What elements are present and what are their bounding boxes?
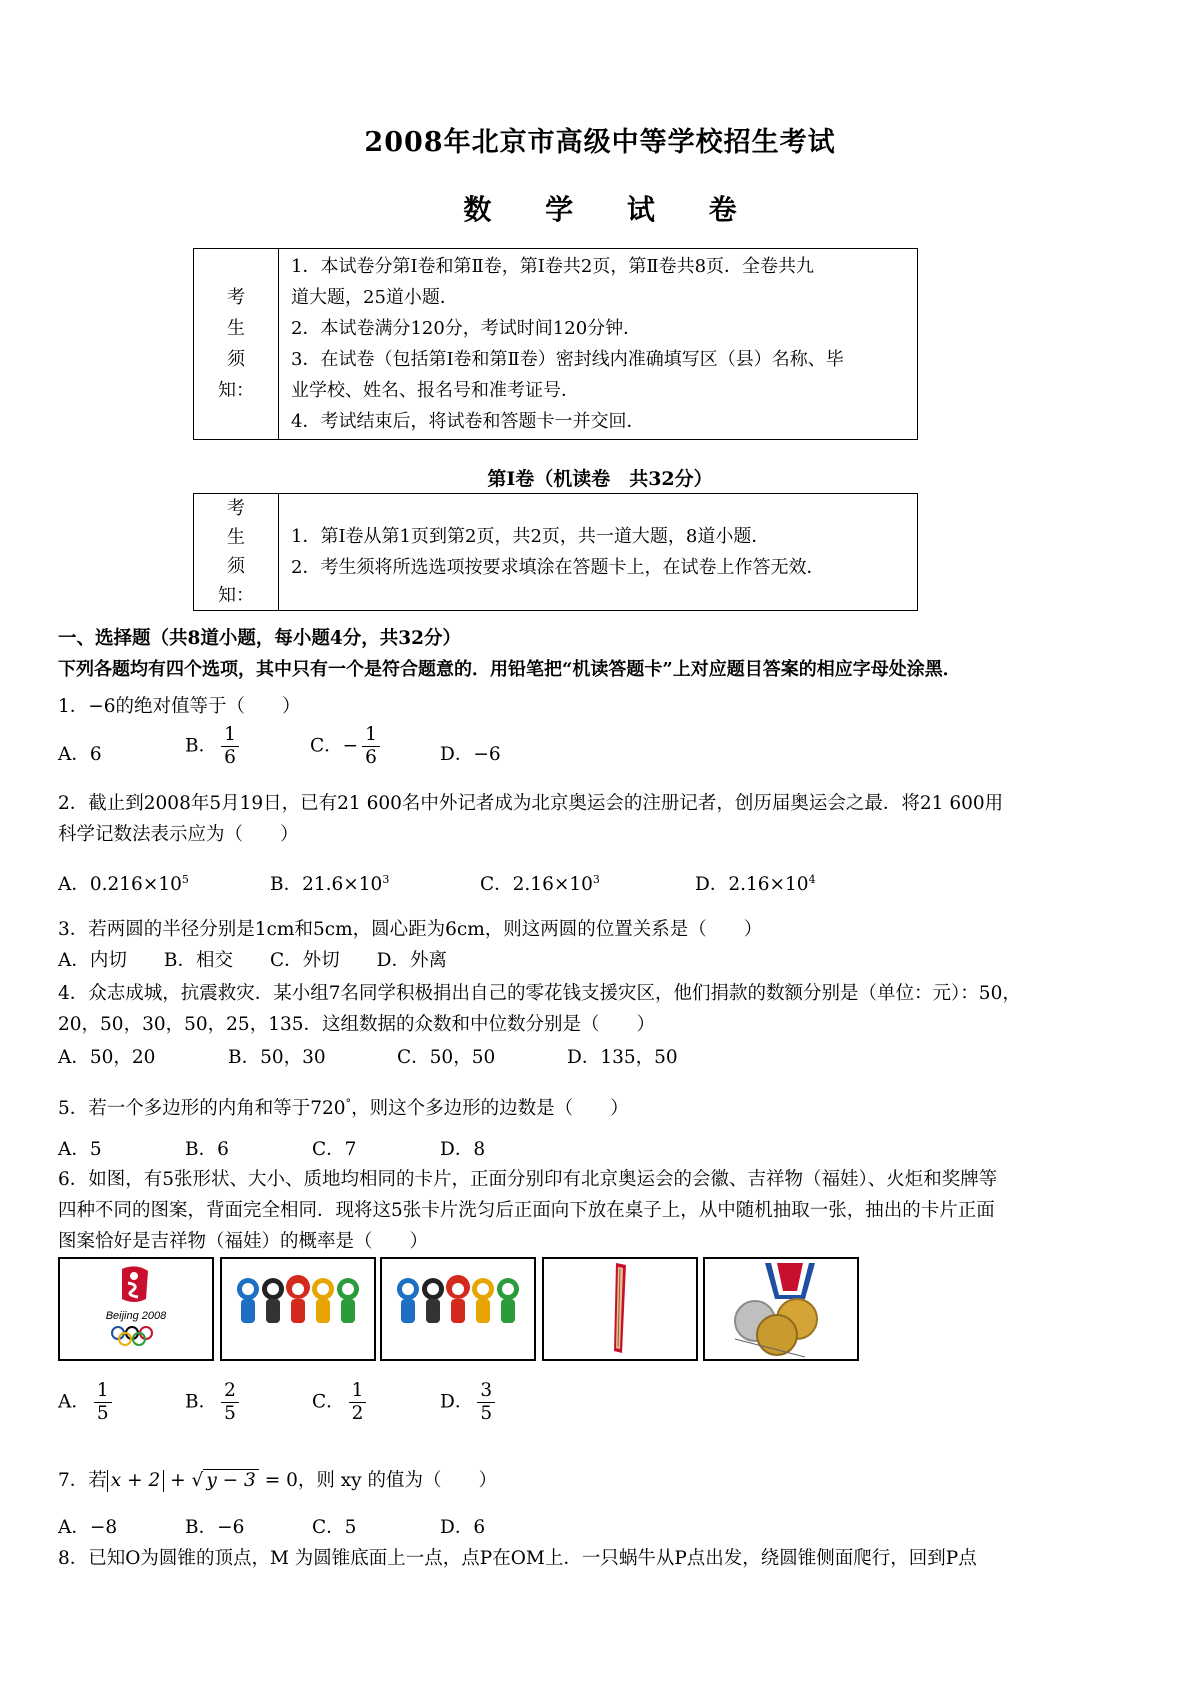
notice-label-char: 考 [227, 498, 245, 519]
option-prefix: C．− [310, 735, 359, 757]
fraction [349, 1380, 367, 1425]
option-prefix: A． [58, 1391, 90, 1413]
notice-item: 道大题，25道小题． [291, 287, 458, 308]
q4-option-a: A．50，20 [58, 1047, 156, 1068]
exponent: 4 [808, 872, 816, 886]
stem-text: 5．若一个多边形的内角和等于720 [58, 1098, 346, 1120]
exponent: 3 [382, 872, 390, 886]
question-5-stem [58, 1090, 629, 1123]
q1-option-d: D．−6 [440, 744, 501, 765]
numerator: 1 [221, 724, 239, 747]
stem-text: ，则 xy 的值为（ ） [297, 1470, 498, 1491]
olympic-torch-icon [544, 1259, 696, 1359]
q1-option-a: A．6 [58, 744, 102, 765]
option-text: B．21.6×10 [270, 874, 383, 895]
card-torch [542, 1257, 698, 1361]
question-6-stem-line3: 图案恰好是吉祥物（福娃）的概率是（ ） [58, 1231, 429, 1252]
q2-option-b [270, 870, 389, 896]
notice-label-char: 知： [218, 380, 254, 401]
q7-option-a: A．−8 [58, 1517, 118, 1538]
square-root: y − 3 [203, 1469, 258, 1492]
fraction [94, 1380, 112, 1425]
question-2-stem-line1: 2．截止到2008年5月19日，已有21 600名中外记者成为北京奥运会的注册记者，创历届奥运会之最．将21 600用 [58, 793, 1004, 814]
notice-item: 业学校、姓名、报名号和准考证号． [291, 380, 579, 401]
exponent: 5 [181, 872, 189, 886]
q2-option-c [480, 870, 600, 896]
q4-option-c: C．50，50 [397, 1047, 496, 1068]
notice-item: 2．本试卷满分120分，考试时间120分钟． [291, 318, 642, 339]
numerator: 3 [477, 1380, 495, 1403]
fraction [221, 1380, 239, 1425]
question-7-stem: 7．若 x + 2 + √ y − 3 = 0，则 xy 的值为（ ） [58, 1470, 498, 1491]
numerator: 1 [94, 1380, 112, 1403]
option-prefix: C． [312, 1391, 345, 1413]
question-1-stem: 1．−6的绝对值等于（ ） [58, 696, 301, 717]
notice-label-char: 知： [218, 585, 254, 606]
section-title: 第Ⅰ卷（机读卷 共32分） [487, 468, 713, 490]
notice-label [194, 494, 279, 611]
q4-option-d: D．135，50 [567, 1047, 678, 1068]
question-4-stem-line2: 20，50，30，50，25，135．这组数据的众数和中位数分别是（ ） [58, 1014, 656, 1035]
notice-label [194, 249, 279, 440]
q5-option-c: C．7 [312, 1139, 357, 1160]
q7-option-b: B．−6 [185, 1517, 245, 1538]
card-emblem [58, 1257, 214, 1361]
q6-option-b [185, 1380, 243, 1425]
exam-subtitle: 数 学 试 卷 [463, 193, 759, 226]
q5-option-b: B．6 [185, 1139, 229, 1160]
stem-text: ，则这个多边形的边数是（ ） [351, 1098, 629, 1120]
exam-title: 2008年北京市高级中等学校招生考试 [364, 127, 836, 158]
q6-option-a [58, 1380, 116, 1425]
q1-option-b [185, 724, 243, 769]
option-prefix: D． [440, 1391, 474, 1413]
q6-option-c [312, 1380, 370, 1425]
q5-option-d: D．8 [440, 1139, 486, 1160]
fuwa-mascots-icon [382, 1259, 534, 1359]
notice-label-char: 须 [227, 349, 245, 370]
option-text: D．2.16×10 [695, 874, 809, 895]
denominator: 5 [480, 1403, 493, 1424]
option-text: A．0.216×10 [58, 874, 182, 895]
numerator: 1 [362, 724, 380, 747]
notice-item: 1．第Ⅰ卷从第1页到第2页，共2页，共一道大题，8道小题． [291, 526, 770, 547]
denominator: 6 [224, 747, 236, 768]
question-8-stem-line1: 8．已知O为圆锥的顶点，M 为圆锥底面上一点，点P在OM上．一只蜗牛从P点出发，绕圆锥侧面爬行，回到P点 [58, 1548, 977, 1569]
notice-item: 4．考试结束后，将试卷和答题卡一并交回． [291, 411, 645, 432]
absolute-value: x + 2 [107, 1470, 164, 1492]
plus-sign: + [170, 1470, 186, 1491]
q7-option-d: D．6 [440, 1517, 486, 1538]
denominator: 2 [351, 1403, 364, 1424]
olympic-emblem-icon [60, 1259, 212, 1359]
fraction [221, 724, 239, 769]
fuwa-mascots-icon [222, 1259, 374, 1359]
q5-option-a: A．5 [58, 1139, 102, 1160]
question-6-stem-line1: 6．如图，有5张形状、大小、质地均相同的卡片，正面分别印有北京奥运会的会徽、吉祥物（福娃）、火炬和奖牌等 [58, 1169, 998, 1190]
part-heading: 一、选择题（共8道小题，每小题4分，共32分） [58, 628, 461, 649]
fraction [362, 724, 380, 769]
emblem-text: Beijing 2008 [105, 1310, 167, 1322]
question-3-stem: 3．若两圆的半径分别是1cm和5cm，圆心距为6cm，则这两圆的位置关系是（ ） [58, 919, 763, 940]
card-images [58, 1257, 918, 1365]
stem-text: 7．若 [58, 1470, 107, 1491]
q2-option-d [695, 870, 816, 896]
notice-items [279, 249, 918, 440]
fraction [477, 1380, 495, 1425]
denominator: 6 [365, 747, 377, 768]
degree-symbol: ° [345, 1097, 352, 1110]
numerator: 2 [221, 1380, 239, 1403]
question-3-options: A．内切 B．相交 C．外切 D．外离 [58, 950, 447, 971]
notice-label-char: 生 [227, 318, 245, 339]
card-medals [703, 1257, 859, 1361]
option-prefix: B． [185, 1391, 218, 1413]
option-text: C．2.16×10 [480, 874, 593, 895]
numerator: 1 [349, 1380, 367, 1403]
card-mascots-2 [380, 1257, 536, 1361]
notice-box-1 [193, 248, 918, 440]
notice-item: 2．考生须将所选选项按要求填涂在答题卡上，在试卷上作答无效． [291, 557, 825, 578]
notice-label-char: 生 [227, 527, 245, 548]
notice-item: 3．在试卷（包括第Ⅰ卷和第Ⅱ卷）密封线内准确填写区（县）名称、毕 [291, 349, 844, 370]
equals-zero: = 0 [264, 1470, 298, 1491]
question-2-stem-line2: 科学记数法表示应为（ ） [58, 824, 299, 845]
medals-icon [705, 1259, 857, 1359]
denominator: 5 [224, 1403, 236, 1424]
denominator: 5 [96, 1403, 109, 1424]
notice-label-char: 考 [227, 287, 245, 308]
part-instruction: 下列各题均有四个选项，其中只有一个是符合题意的．用铅笔把“机读答题卡”上对应题目答案的相应字母处涂黑． [58, 659, 961, 680]
notice-items [279, 494, 918, 611]
q2-option-a [58, 870, 189, 896]
exponent: 3 [592, 872, 600, 886]
option-prefix: B． [185, 735, 218, 757]
card-mascots-1 [220, 1257, 376, 1361]
question-6-stem-line2: 四种不同的图案，背面完全相同．现将这5张卡片洗匀后正面向下放在桌子上，从中随机抽取一张，抽出的卡片正面 [58, 1200, 995, 1221]
notice-box-2 [193, 493, 918, 611]
q1-option-c [310, 724, 384, 769]
q7-option-c: C．5 [312, 1517, 357, 1538]
notice-item: 1．本试卷分第Ⅰ卷和第Ⅱ卷，第Ⅰ卷共2页，第Ⅱ卷共8页．全卷共九 [291, 256, 815, 277]
q6-option-d [440, 1380, 499, 1425]
q4-option-b: B．50，30 [228, 1047, 326, 1068]
question-4-stem-line1: 4．众志成城，抗震救灾．某小组7名同学积极捐出自己的零花钱支援灾区，他们捐款的数额分别是（单位：元）：50， [58, 983, 1021, 1004]
notice-label-char: 须 [227, 556, 245, 577]
